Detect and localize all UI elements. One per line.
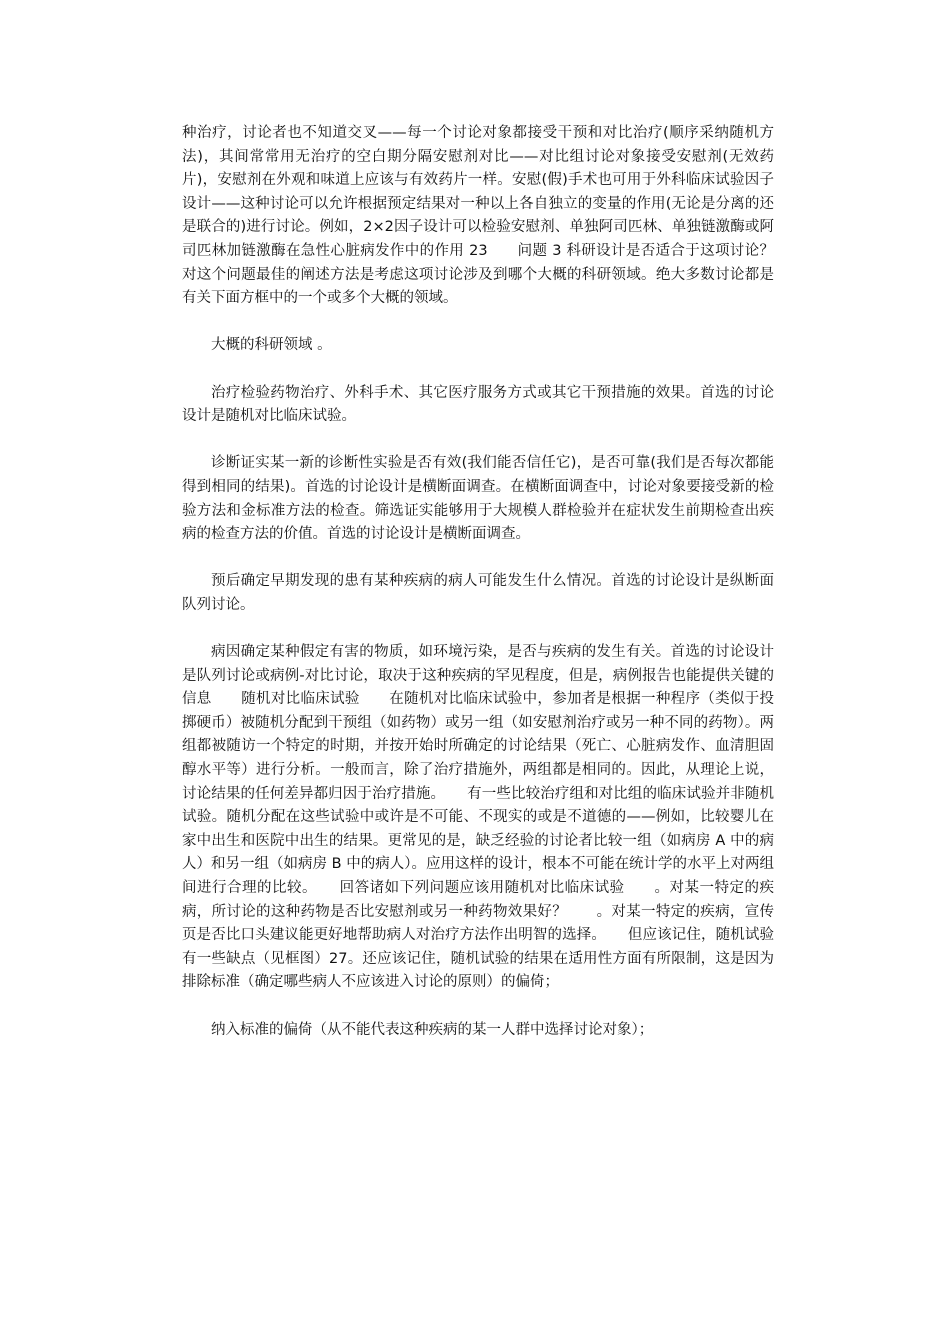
paragraph-etiology-rct: 病因确定某种假定有害的物质，如环境污染，是否与疾病的发生有关。首选的讨论设计是队列讨论或病例-对比讨论，取决于这种疾病的罕见程度，但是，病例报告也能提供关键的信息 随机对比临床试验 在随机对比临床试验中，参加者是根据一种程序（类似于投掷硬币）被随机分配到干预组（如药物）或另一组（如安慰剂治疗或另一种不同的药物）。两组都被随访一个特定的时期，并按开始时所确定的讨论结果（死亡、心脏病发作、血清胆固醇水平等）进行分析。一般而言，除了治疗措施外，两组都是相同的。因此，从理论上说，讨论结果的任何差异都归因于治疗措施。 有一些比较治疗组和对比组的临床试验并非随机试验。随机分配在这些试验中或许是不可能、不现实的或是不道德的——例如，比较婴儿在家中出生和医院中出生的结果。更常见的是，缺乏经验的讨论者比较一组（如病房 A 中的病人）和另一组（如病房 B 中的病人）。应用这样的设计，根本不可能在统计学的水平上对两组间进行合理的比较。 回答诸如下列问题应该用随机对比临床试验 。对某一特定的疾病，所讨论的这种药物是否比安慰剂或另一种药物效果好？ 。对某一特定的疾病，宣传页是否比口头建议能更好地帮助病人对治疗方法作出明智的选择。 但应该记住，随机试验有一些缺点（见框图）27。还应该记住，随机试验的结果在适用性方面有所限制，这是因为排除标准（确定哪些病人不应该进入讨论的原则）的偏倚； bbox=[182, 644, 774, 991]
paragraph-prognosis: 预后确定早期发现的患有某种疾病的病人可能发生什么情况。首选的讨论设计是纵断面队列讨论。 bbox=[182, 573, 774, 613]
document-body bbox=[182, 122, 803, 1066]
paragraph-research-area-heading: 大概的科研领域 。 bbox=[211, 337, 332, 354]
paragraph-inclusion-bias: 纳入标准的偏倚（从不能代表这种疾病的某一人群中选择讨论对象）； bbox=[211, 1021, 654, 1038]
paragraph-therapy: 治疗检验药物治疗、外科手术、其它医疗服务方式或其它干预措施的效果。首选的讨论设计是随机对比临床试验。 bbox=[182, 384, 774, 425]
paragraph-treatment-design: 种治疗，讨论者也不知道交叉——每一个讨论对象都接受干预和对比治疗(顺序采纳随机方法)，其间常常用无治疗的空白期分隔安慰剂对比——对比组讨论对象接受安慰剂(无效药片)，安慰剂在外观和味道上应该与有效药片一样。安慰(假)手术也可用于外科临床试验因子设计——这种讨论可以允许根据预定结果对一种以上各自独立的变量的作用(无论是分离的还是联合的)进行讨论。例如，2×2因子设计可以检验安慰剂、单独阿司匹林、单独链激酶或阿司匹林加链激酶在急性心脏病发作中的作用 23 问题 3 科研设计是否适合于这项讨论？ 对这个问题最佳的阐述方法是考虑这项讨论涉及到哪个大概的科研领域。绝大多数讨论都是有关下面方框中的一个或多个大概的领域。 bbox=[182, 125, 803, 307]
paragraph-diagnosis: 诊断证实某一新的诊断性实验是否有效(我们能否信任它)，是否可靠(我们是否每次都能得到相同的结果)。首选的讨论设计是横断面调查。在横断面调查中，讨论对象要接受新的检验方法和金标准方法的检查。筛选证实能够用于大规模人群检验并在症状发生前期检查出疾病的检查方法的价值。首选的讨论设计是横断面调查。 bbox=[182, 455, 774, 543]
